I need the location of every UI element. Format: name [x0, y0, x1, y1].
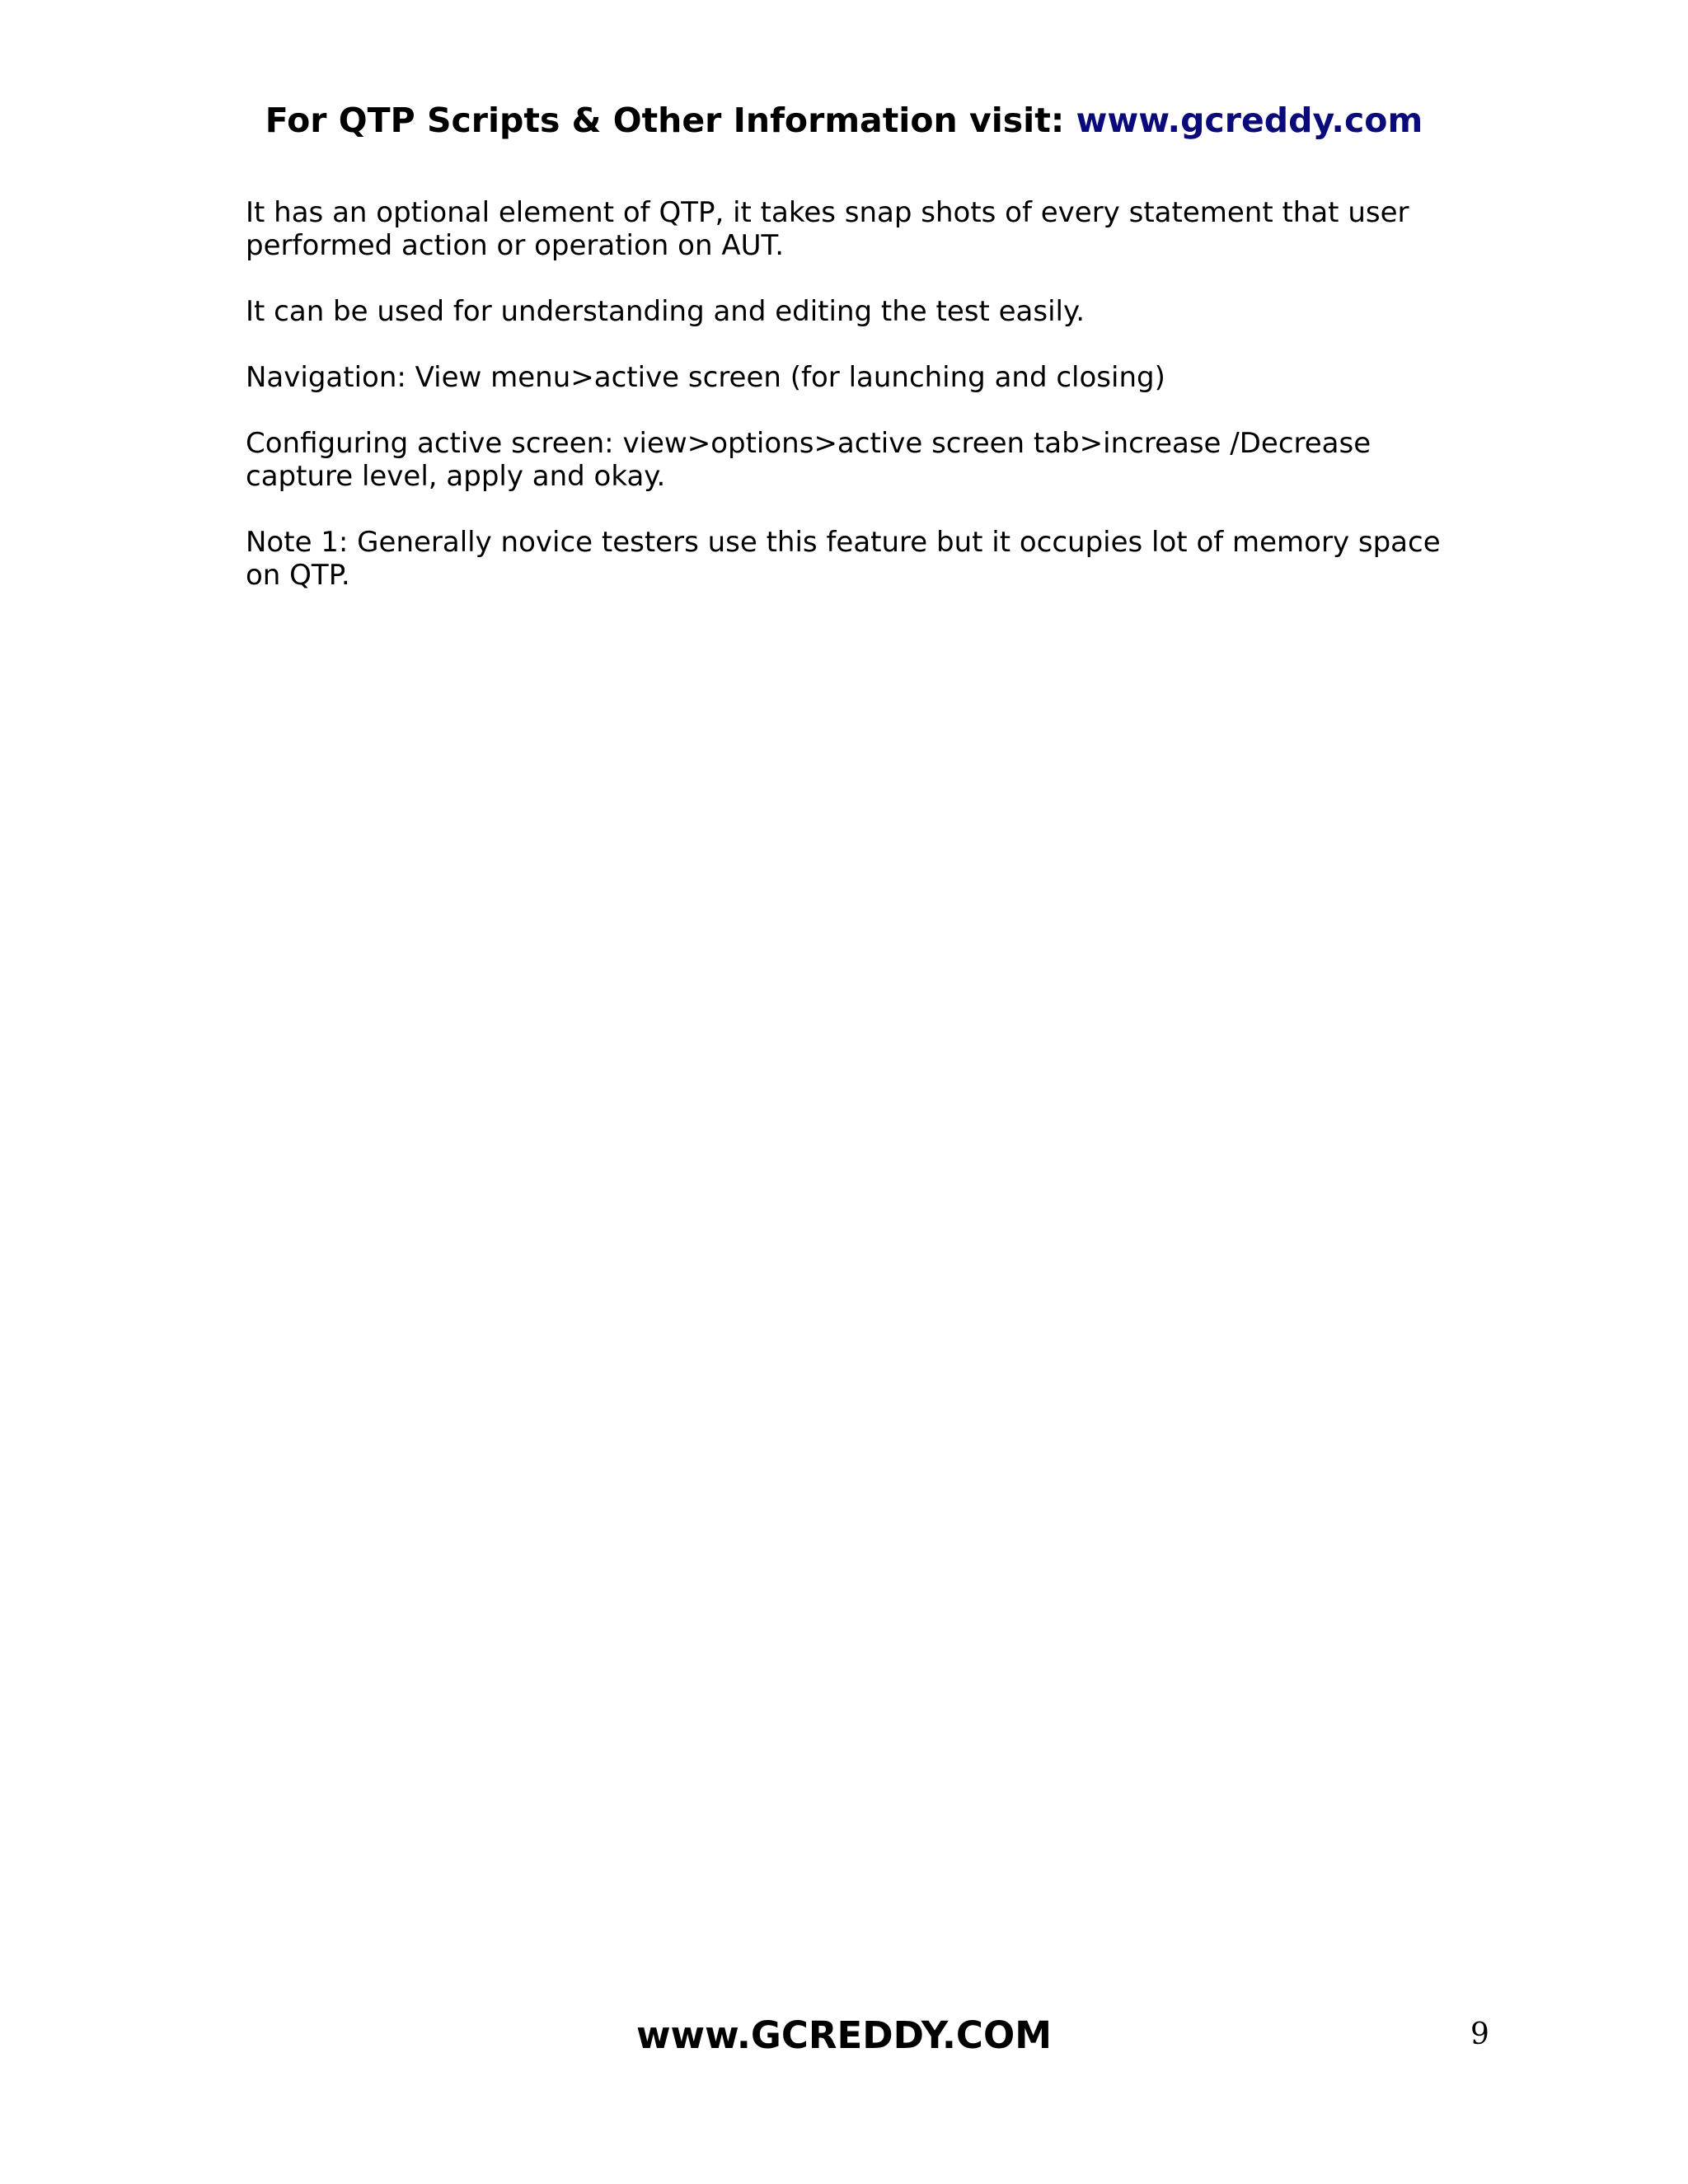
paragraph-navigation: Navigation: View menu>active screen (for launching and closing)	[246, 361, 1165, 394]
header-website-link[interactable]: www.gcreddy.com	[1076, 101, 1423, 140]
page-header	[0, 97, 1688, 143]
paragraph-active-screen-intro: It has an optional element of QTP, it takes snap shots of every statement that user performed action or operation on AUT.	[246, 196, 1409, 262]
header-text: For QTP Scripts & Other Information visit:	[265, 101, 1076, 140]
paragraph-configuring: Configuring active screen: view>options>active screen tab>increase /Decrease capture level, apply and okay.	[246, 427, 1372, 493]
paragraph-usage: It can be used for understanding and editing the test easily.	[246, 295, 1085, 328]
document-body	[246, 196, 1465, 625]
paragraph-note-1: Note 1: Generally novice testers use this feature but it occupies lot of memory space on QTP.	[246, 526, 1441, 592]
footer-website: www.GCREDDY.COM	[635, 2013, 1052, 2057]
page-number: 9	[1470, 2018, 1489, 2051]
